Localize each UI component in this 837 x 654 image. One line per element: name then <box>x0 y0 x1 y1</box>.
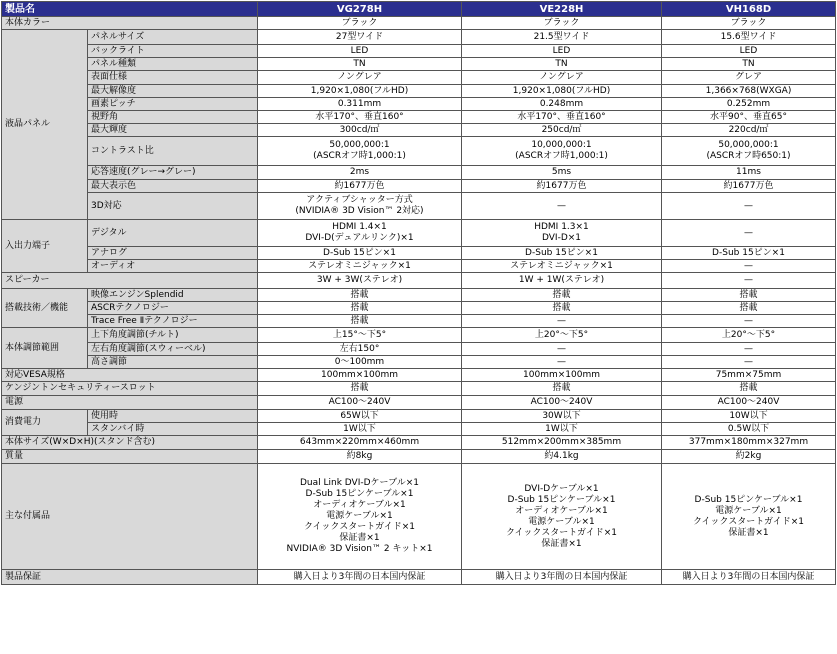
spec-cell: 1W以下 <box>462 423 662 436</box>
row-item-label: ASCRテクノロジー <box>88 302 258 315</box>
spec-cell-line: DVI-D(デュアルリンク)×1 <box>305 233 414 243</box>
spec-cell-line: NVIDIA® 3D Vision™ 2 キット×1 <box>286 544 433 554</box>
row-group-label: 本体サイズ(W×D×H)(スタンド含む) <box>2 436 258 450</box>
row-item-label: 使用時 <box>88 410 258 423</box>
table-row <box>2 124 836 137</box>
row-group-label: ケンジントンセキュリティースロット <box>2 382 258 396</box>
table-row <box>2 260 836 273</box>
row-group-label: 消費電力 <box>2 410 88 436</box>
spec-cell-line: 50,000,000:1 <box>329 140 390 150</box>
spec-cell: D-Sub 15ピン×1 <box>662 247 836 260</box>
spec-cell: ステレオミニジャック×1 <box>462 260 662 273</box>
spec-cell: ブラック <box>662 17 836 30</box>
row-group-label: 本体調節範囲 <box>2 328 88 369</box>
spec-cell: ブラック <box>462 17 662 30</box>
row-group-label: 入出力端子 <box>2 220 88 273</box>
row-group-label: 対応VESA規格 <box>2 369 258 382</box>
table-row <box>2 315 836 328</box>
spec-cell-line: (ASCRオフ時1,000:1) <box>515 151 608 161</box>
spec-cell <box>258 193 462 220</box>
row-group-label: 主な付属品 <box>2 464 258 570</box>
spec-cell-line: 50,000,000:1 <box>718 140 779 150</box>
spec-cell: — <box>462 193 662 220</box>
spec-cell: 水平90°、垂直65° <box>662 111 836 124</box>
table-row <box>2 17 836 30</box>
model-name-vg278h: VG278H <box>258 2 462 17</box>
spec-cell: 2ms <box>258 166 462 180</box>
spec-cell: 搭載 <box>462 382 662 396</box>
spec-cell: 上15°〜下5° <box>258 328 462 343</box>
spec-cell: 水平170°、垂直160° <box>258 111 462 124</box>
spec-cell: 約1677万色 <box>258 180 462 193</box>
spec-cell-line: 保証書×1 <box>541 538 582 549</box>
table-row <box>2 396 836 410</box>
spec-cell: TN <box>462 58 662 71</box>
spec-cell: 10W以下 <box>662 410 836 423</box>
spec-cell <box>462 220 662 247</box>
row-item-label: デジタル <box>88 220 258 247</box>
spec-table <box>1 1 836 585</box>
spec-cell: 搭載 <box>662 382 836 396</box>
row-item-label: Trace Free Ⅱテクノロジー <box>88 315 258 328</box>
spec-cell-line: オーディオケーブル×1 <box>313 500 406 510</box>
spec-cell-line: 保証書×1 <box>339 533 380 543</box>
spec-cell <box>258 464 462 570</box>
table-row <box>2 45 836 58</box>
spec-cell: 上20°〜下5° <box>462 328 662 343</box>
spec-cell: — <box>662 356 836 369</box>
spec-cell: 購入日より3年間の日本国内保証 <box>258 570 462 585</box>
row-item-label: 最大輝度 <box>88 124 258 137</box>
table-row <box>2 58 836 71</box>
row-item-label: パネル種類 <box>88 58 258 71</box>
table-row <box>2 247 836 260</box>
spec-cell: 0.248mm <box>462 98 662 111</box>
row-item-label: スタンバイ時 <box>88 423 258 436</box>
row-item-label: 応答速度(グレー→グレー) <box>88 166 258 180</box>
row-item-label: 表面仕様 <box>88 71 258 85</box>
spec-cell: 搭載 <box>258 315 462 328</box>
spec-cell: 30W以下 <box>462 410 662 423</box>
spec-cell-line: アクティブシャッター方式 <box>306 195 413 205</box>
spec-cell: — <box>662 315 836 328</box>
row-group-label: 質量 <box>2 450 258 464</box>
table-row <box>2 111 836 124</box>
row-item-label: アナログ <box>88 247 258 260</box>
table-row <box>2 137 836 166</box>
spec-cell: 約8kg <box>258 450 462 464</box>
spec-cell: 250cd/㎡ <box>462 124 662 137</box>
spec-cell: 220cd/㎡ <box>662 124 836 137</box>
spec-cell: TN <box>258 58 462 71</box>
row-item-label: 左右角度調節(スウィーベル) <box>88 343 258 356</box>
spec-cell-line: 10,000,000:1 <box>531 140 592 150</box>
row-item-label: 最大表示色 <box>88 180 258 193</box>
spec-cell: 100mm×100mm <box>462 369 662 382</box>
spec-cell <box>258 220 462 247</box>
header-label: 製品名 <box>2 2 258 17</box>
spec-cell-line: Dual Link DVI-Dケーブル×1 <box>299 478 420 488</box>
row-item-label: パネルサイズ <box>88 30 258 45</box>
spec-cell: 搭載 <box>258 382 462 396</box>
row-group-label: 搭載技術／機能 <box>2 289 88 328</box>
spec-cell: グレア <box>662 71 836 85</box>
table-row <box>2 356 836 369</box>
spec-cell: 0.311mm <box>258 98 462 111</box>
table-row <box>2 71 836 85</box>
table-row <box>2 302 836 315</box>
table-row <box>2 166 836 180</box>
spec-cell: — <box>462 356 662 369</box>
spec-cell: 約1677万色 <box>662 180 836 193</box>
spec-cell: 0〜100mm <box>258 356 462 369</box>
spec-cell: ノングレア <box>258 71 462 85</box>
row-item-label: バックライト <box>88 45 258 58</box>
spec-cell: 300cd/㎡ <box>258 124 462 137</box>
row-group-label: 製品保証 <box>2 570 258 585</box>
spec-cell: 左右150° <box>258 343 462 356</box>
row-item-label: オーディオ <box>88 260 258 273</box>
row-item-label: 3D対応 <box>88 193 258 220</box>
spec-cell-line: 電源ケーブル×1 <box>326 511 393 521</box>
spec-cell: 0.252mm <box>662 98 836 111</box>
row-item-label: コントラスト比 <box>88 137 258 166</box>
row-item-label: 上下角度調節(チルト) <box>88 328 258 343</box>
row-item-label: 高さ調節 <box>88 356 258 369</box>
model-name-vh168d: VH168D <box>662 2 836 17</box>
row-item-label: 視野角 <box>88 111 258 124</box>
spec-cell-line: 電源ケーブル×1 <box>715 505 782 516</box>
spec-cell <box>462 464 662 570</box>
spec-cell <box>662 137 836 166</box>
spec-cell: 搭載 <box>462 289 662 302</box>
spec-cell-line: D-Sub 15ピンケーブル×1 <box>694 494 803 505</box>
spec-cell: 搭載 <box>662 302 836 315</box>
row-item-label: 映像エンジンSplendid <box>88 289 258 302</box>
spec-cell: 643mm×220mm×460mm <box>258 436 462 450</box>
spec-cell-line: D-Sub 15ピンケーブル×1 <box>305 489 414 499</box>
table-row <box>2 570 836 585</box>
spec-cell-line: DVI-Dケーブル×1 <box>524 483 599 494</box>
spec-cell: 購入日より3年間の日本国内保証 <box>662 570 836 585</box>
spec-cell-line: DVI-D×1 <box>541 233 582 243</box>
spec-cell: 3W + 3W(ステレオ) <box>258 273 462 289</box>
spec-cell: D-Sub 15ピン×1 <box>258 247 462 260</box>
spec-cell: ブラック <box>258 17 462 30</box>
table-row <box>2 30 836 45</box>
spec-cell: 100mm×100mm <box>258 369 462 382</box>
spec-cell: TN <box>662 58 836 71</box>
table-row <box>2 98 836 111</box>
spec-cell: 約1677万色 <box>462 180 662 193</box>
spec-cell: — <box>662 273 836 289</box>
spec-cell-line: HDMI 1.4×1 <box>332 222 387 232</box>
spec-cell: 15.6型ワイド <box>662 30 836 45</box>
table-row <box>2 273 836 289</box>
spec-cell: LED <box>258 45 462 58</box>
spec-cell: 搭載 <box>662 289 836 302</box>
table-row <box>2 180 836 193</box>
spec-cell: — <box>462 315 662 328</box>
spec-cell-line: (NVIDIA® 3D Vision™ 2対応) <box>295 206 424 216</box>
spec-cell: 512mm×200mm×385mm <box>462 436 662 450</box>
spec-cell-line: クイックスタートガイド×1 <box>692 516 804 527</box>
spec-cell: 搭載 <box>462 302 662 315</box>
table-row <box>2 193 836 220</box>
spec-cell: AC100〜240V <box>258 396 462 410</box>
spec-cell: 65W以下 <box>258 410 462 423</box>
row-group-label: 液晶パネル <box>2 30 88 220</box>
row-item-label: 画素ピッチ <box>88 98 258 111</box>
spec-cell: LED <box>462 45 662 58</box>
spec-cell: 5ms <box>462 166 662 180</box>
spec-cell: 11ms <box>662 166 836 180</box>
spec-cell: 上20°〜下5° <box>662 328 836 343</box>
spec-cell: LED <box>662 45 836 58</box>
table-row <box>2 369 836 382</box>
table-row <box>2 410 836 423</box>
table-row <box>2 220 836 247</box>
spec-cell-line: オーディオケーブル×1 <box>515 505 608 516</box>
spec-cell-line: クイックスタートガイド×1 <box>505 527 617 538</box>
spec-cell-line: (ASCRオフ時650:1) <box>706 151 791 161</box>
spec-cell: 0.5W以下 <box>662 423 836 436</box>
spec-cell-line: D-Sub 15ピンケーブル×1 <box>507 494 616 505</box>
table-row <box>2 382 836 396</box>
spec-cell: ステレオミニジャック×1 <box>258 260 462 273</box>
spec-body <box>2 17 836 585</box>
spec-cell <box>662 464 836 570</box>
spec-cell: — <box>662 343 836 356</box>
spec-cell: 1,920×1,080(フルHD) <box>462 85 662 98</box>
spec-cell: D-Sub 15ピン×1 <box>462 247 662 260</box>
model-name-ve228h: VE228H <box>462 2 662 17</box>
table-row <box>2 436 836 450</box>
row-item-label: 最大解像度 <box>88 85 258 98</box>
table-row <box>2 343 836 356</box>
spec-cell: 1,366×768(WXGA) <box>662 85 836 98</box>
spec-cell-line: HDMI 1.3×1 <box>534 222 589 232</box>
spec-cell: AC100〜240V <box>462 396 662 410</box>
spec-cell-line: (ASCRオフ時1,000:1) <box>313 151 406 161</box>
table-row <box>2 450 836 464</box>
spec-cell: 約2kg <box>662 450 836 464</box>
spec-cell: 水平170°、垂直160° <box>462 111 662 124</box>
spec-cell: 1W + 1W(ステレオ) <box>462 273 662 289</box>
spec-cell-line: 保証書×1 <box>728 527 769 538</box>
spec-cell: 搭載 <box>258 289 462 302</box>
spec-cell: 約4.1kg <box>462 450 662 464</box>
table-row <box>2 423 836 436</box>
table-row <box>2 85 836 98</box>
spec-cell: — <box>662 260 836 273</box>
spec-cell: 搭載 <box>258 302 462 315</box>
spec-cell: — <box>662 193 836 220</box>
spec-cell <box>462 137 662 166</box>
row-group-label: スピーカー <box>2 273 258 289</box>
spec-cell: 21.5型ワイド <box>462 30 662 45</box>
row-group-label: 電源 <box>2 396 258 410</box>
table-row <box>2 464 836 570</box>
spec-cell: 購入日より3年間の日本国内保証 <box>462 570 662 585</box>
spec-cell: AC100〜240V <box>662 396 836 410</box>
spec-cell: 1,920×1,080(フルHD) <box>258 85 462 98</box>
spec-cell-line: クイックスタートガイド×1 <box>303 522 415 532</box>
spec-cell: ノングレア <box>462 71 662 85</box>
table-row <box>2 289 836 302</box>
spec-cell: 27型ワイド <box>258 30 462 45</box>
spec-cell <box>258 137 462 166</box>
spec-cell: 1W以下 <box>258 423 462 436</box>
spec-cell: 75mm×75mm <box>662 369 836 382</box>
spec-cell: — <box>462 343 662 356</box>
header-row <box>2 2 836 17</box>
row-group-label: 本体カラー <box>2 17 258 30</box>
table-row <box>2 328 836 343</box>
spec-cell: 377mm×180mm×327mm <box>662 436 836 450</box>
spec-cell-line: 電源ケーブル×1 <box>528 516 595 527</box>
spec-cell: — <box>662 220 836 247</box>
